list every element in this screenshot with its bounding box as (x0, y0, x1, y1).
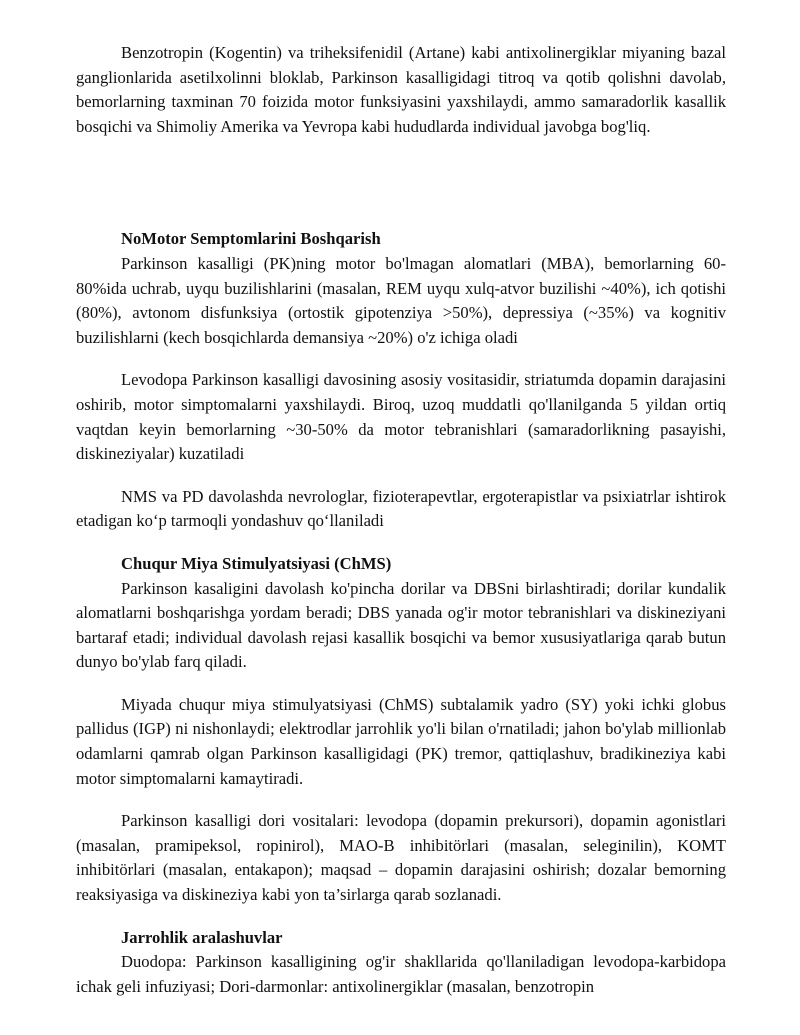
paragraph-anticholinergics: Benzotropin (Kogentin) va triheksifenidil (Artane) kabi antixolinergiklar miyaning bazal ganglionlarida asetilxolinni bloklab, Parkinson kasalligidagi titroq va qotib qolishni davolab, bemorlarning taxminan 70 foizida motor funksiyasini yaxshilaydi, ammo samaradorlik kasallik bosqichi va Shimoliy Amerika va Yevropa kabi hududlarda individual javobga bog'liq. (76, 43, 726, 136)
spacer (76, 791, 726, 809)
paragraph-duodopa: Duodopa: Parkinson kasalligining og'ir shakllarida qo'llaniladigan levodopa-karbidopa ichak geli infuziyasi; Dori-darmonlar: antixolinergiklar (masalan, benzotropin (76, 952, 726, 996)
heading-deep-brain-stimulation: Chuqur Miya Stimulyatsiyasi (ChMS) (121, 553, 392, 573)
paragraph-levodopa: Levodopa Parkinson kasalligi davosining asosiy vositasidir, striatumda dopamin darajasini oshirib, motor simptomalarni yaxshilaydi. Biroq, uzoq muddatli qo'llanilganda 5 yildan ortiq vaqtdan keyin bemorlarning ~30-50% da motor tebranishlari (samaradorlikning pasayishi, diskineziyalar) kuzatiladi (76, 370, 726, 464)
paragraph-medications: Parkinson kasalligi dori vositalari: levodopa (dopamin prekursori), dopamin agonistlari (masalan, pramipeksol, ropinirol), MAO-B inhibitörlari (masalan, seleginilin), KOMT inhibitörlari (masalan, entakapon); maqsad – dopamin darajasini oshirish; dozalar bemorning reaksiyasiga va diskineziya kabi yon ta’sirlarga qarab sozlanadi. (76, 811, 726, 905)
paragraph-dbs-targets: Miyada chuqur miya stimulyatsiyasi (ChMS) subtalamik yadro (SY) yoki ichki globus pallidus (IGP) ni nishonlaydi; elektrodlar jarrohlik yo'li bilan o'rnatiladi; jahon bo'ylab millionlab odamlarni qamrab olgan Parkinson kasalligidagi (PK) tremor, qattiqlashuv, bradikineziya kabi motor simptomalarni kamaytiradi. (76, 694, 726, 788)
paragraph-multidisciplinary: NMS va PD davolashda nevrologlar, fizioterapevtlar, ergoterapistlar va psixiatrlar ishtirok etadigan ko‘p tarmoqli yondashuv qo‘llaniladi (76, 486, 726, 531)
paragraph-dbs-combined-treatment: Parkinson kasaligini davolash ko'pincha dorilar va DBSni birlashtiradi; dorilar kundalik alomatlarni boshqarishga yordam beradi; DBS yanada og'ir motor tebranishlari va diskineziyani bartaraf etadi; individual davolash rejasi kasallik bosqichi va bemor xususiyatlariga qarab butun dunyo bo'ylab farq qiladi. (76, 578, 726, 672)
document-page (76, 41, 726, 999)
spacer (76, 467, 726, 485)
spacer (76, 350, 726, 368)
spacer (76, 139, 726, 227)
heading-nonmotor-symptoms: NoMotor Semptomlarini Boshqarish (121, 229, 381, 249)
heading-surgical-interventions: Jarrohlik aralashuvlar (121, 927, 283, 947)
spacer (76, 675, 726, 693)
spacer (76, 534, 726, 552)
paragraph-nonmotor-symptoms: Parkinson kasalligi (PK)ning motor bo'lmagan alomatlari (MBA), bemorlarning 60-80%ida uchrab, uyqu buzilishlarini (masalan, REM uyqu xulq-atvor buzilishi ~40%), ich qotishi (80%), avtonom disfunksiya (ortostik gipotenziya >50%), depressiya (~35%) va kognitiv buzilishlarni (kech bosqichlarda demansiya ~20%) o'z ichiga oladi (76, 253, 726, 347)
spacer (76, 908, 726, 926)
